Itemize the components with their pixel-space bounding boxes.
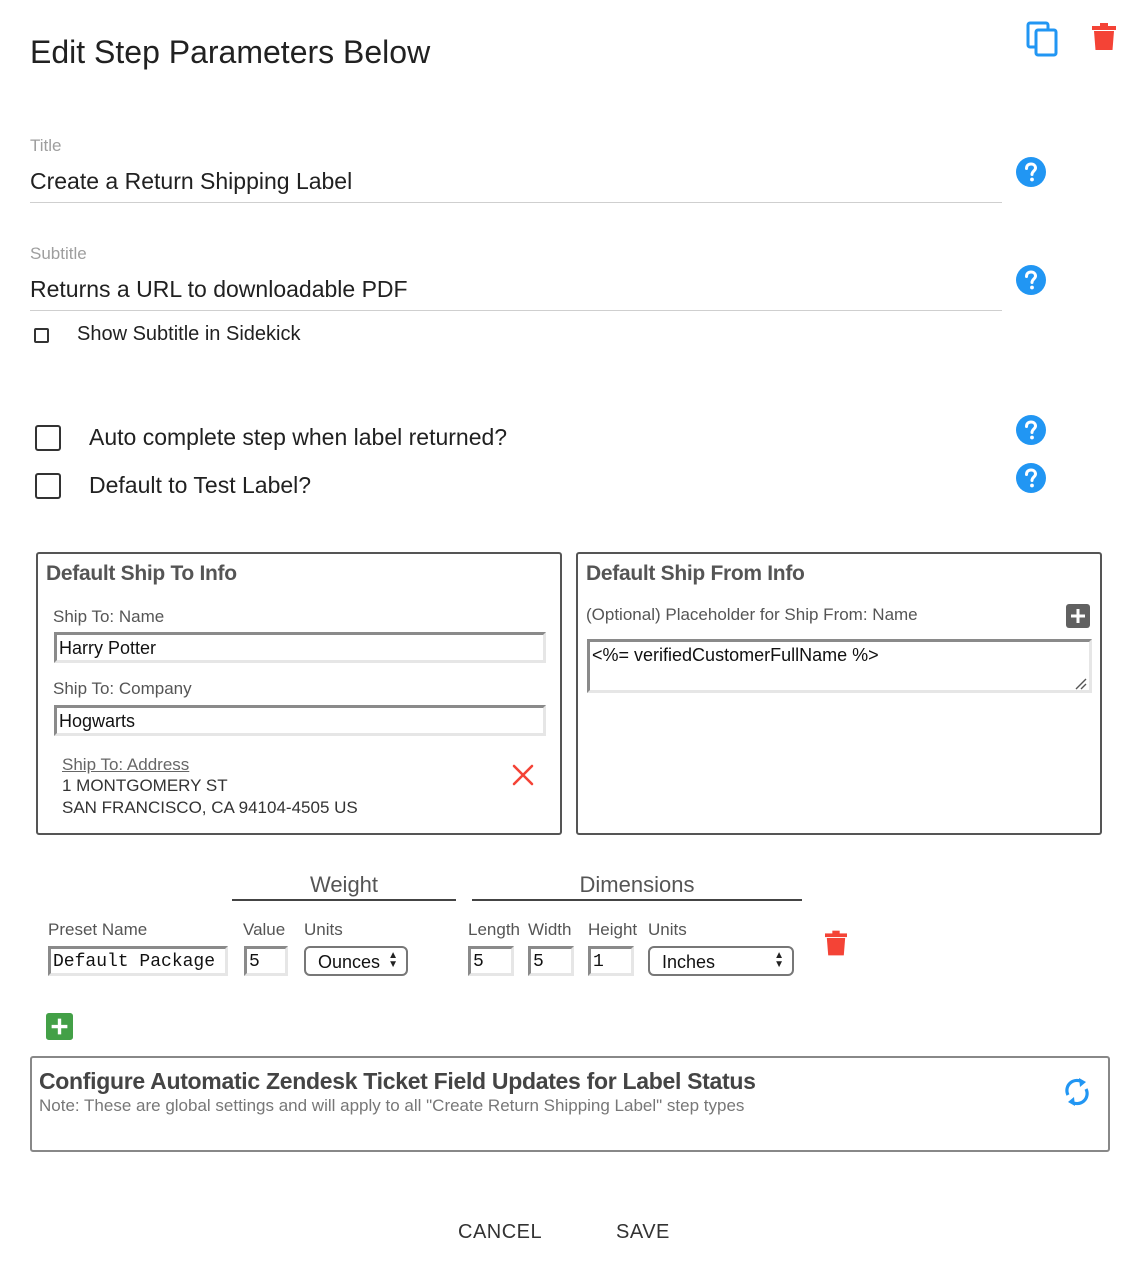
title-input[interactable]: Create a Return Shipping Label [30, 168, 353, 194]
help-icon [1016, 157, 1046, 187]
help-icon [1016, 415, 1046, 445]
trash-icon [1092, 23, 1116, 51]
plus-icon [1066, 604, 1090, 628]
resize-grip-icon [1073, 676, 1087, 690]
default-test-help-button[interactable] [1016, 463, 1046, 498]
preset-name-label: Preset Name [48, 920, 148, 939]
close-icon [512, 764, 534, 786]
save-button[interactable]: SAVE [616, 1221, 670, 1243]
ship-to-company-input[interactable]: Hogwarts [54, 705, 546, 736]
default-test-label-checkbox[interactable] [35, 473, 61, 499]
length-label: Length [468, 920, 520, 939]
subtitle-input[interactable]: Returns a URL to downloadable PDF [30, 276, 408, 302]
weight-heading-rule [232, 899, 456, 901]
height-label: Height [588, 920, 638, 939]
ship-to-name-label: Ship To: Name [53, 607, 165, 626]
auto-complete-help-button[interactable] [1016, 415, 1046, 450]
auto-complete-checkbox[interactable] [35, 425, 61, 451]
help-icon [1016, 463, 1046, 493]
default-test-label-label: Default to Test Label? [89, 472, 312, 498]
copy-icon [1026, 21, 1060, 57]
copy-button[interactable] [1026, 21, 1060, 57]
dimensions-heading-rule [472, 899, 802, 901]
weight-units-selected: Ounces [318, 952, 381, 972]
refresh-button[interactable] [1062, 1075, 1092, 1109]
ship-to-name-input[interactable]: Harry Potter [54, 632, 546, 663]
dim-units-select[interactable] [648, 946, 794, 976]
zendesk-config-panel[interactable] [30, 1056, 1110, 1152]
add-package-button[interactable] [46, 1013, 73, 1040]
cancel-button[interactable]: CANCEL [458, 1221, 543, 1243]
zendesk-config-title: Configure Automatic Zendesk Ticket Field Updates for Label Status [39, 1068, 756, 1094]
help-icon [1016, 265, 1046, 295]
ship-to-title: Default Ship To Info [46, 562, 237, 585]
title-help-button[interactable] [1016, 157, 1046, 192]
resize-handle-icon[interactable] [1073, 676, 1087, 690]
dim-units-selected: Inches [662, 952, 716, 972]
auto-complete-label: Auto complete step when label returned? [89, 424, 508, 450]
ship-to-address-line1: 1 MONTGOMERY ST [62, 776, 228, 795]
select-arrows-icon: ▲ ▼ [774, 950, 784, 970]
weight-heading: Weight [309, 872, 379, 897]
width-label: Width [528, 920, 572, 939]
ship-from-title: Default Ship From Info [586, 562, 805, 585]
width-input[interactable]: 5 [528, 946, 574, 976]
title-underline [30, 202, 1002, 203]
ship-from-panel [576, 552, 1102, 835]
ship-from-name-textarea[interactable]: <%= verifiedCustomerFullName %> [587, 639, 1092, 693]
refresh-icon [1062, 1075, 1092, 1109]
ship-to-address-line2: SAN FRANCISCO, CA 94104-4505 US [62, 798, 358, 817]
weight-units-label: Units [304, 920, 343, 939]
select-arrows-icon: ▲ ▼ [388, 950, 398, 970]
delete-step-button[interactable] [1092, 23, 1116, 51]
title-label: Title [30, 136, 62, 155]
page-title: Edit Step Parameters Below [30, 34, 431, 70]
ship-to-panel [36, 552, 562, 835]
ship-to-address-link[interactable]: Ship To: Address [62, 755, 190, 774]
preset-name-input[interactable]: Default Package [48, 946, 228, 976]
show-subtitle-checkbox[interactable] [34, 328, 49, 343]
ship-from-add-button[interactable] [1066, 604, 1090, 628]
length-input[interactable]: 5 [468, 946, 514, 976]
clear-address-button[interactable] [512, 764, 534, 786]
subtitle-underline [30, 310, 1002, 311]
trash-icon [825, 930, 847, 957]
delete-package-button[interactable] [825, 930, 847, 957]
plus-icon [46, 1013, 73, 1040]
ship-to-company-label: Ship To: Company [53, 679, 192, 698]
weight-value-input[interactable]: 5 [244, 946, 288, 976]
zendesk-config-note: Note: These are global settings and will apply to all "Create Return Shipping Label" step types [39, 1096, 745, 1115]
height-input[interactable]: 1 [588, 946, 634, 976]
dimensions-heading: Dimensions [579, 872, 695, 897]
weight-value-label: Value [243, 920, 286, 939]
show-subtitle-label: Show Subtitle in Sidekick [77, 323, 301, 345]
subtitle-label: Subtitle [30, 244, 87, 263]
weight-units-select[interactable] [304, 946, 408, 976]
ship-from-name-label: (Optional) Placeholder for Ship From: Name [586, 605, 918, 624]
subtitle-help-button[interactable] [1016, 265, 1046, 300]
dim-units-label: Units [648, 920, 687, 939]
